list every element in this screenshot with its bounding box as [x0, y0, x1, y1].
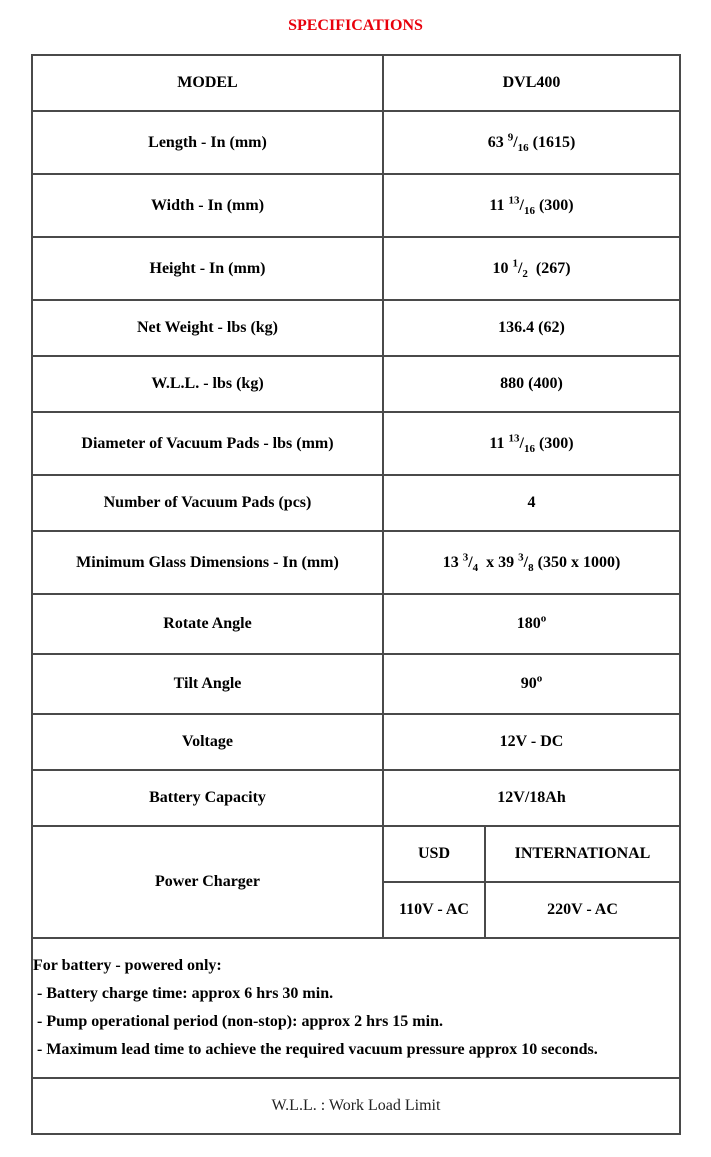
pad-count-label: Number of Vacuum Pads (pcs) — [32, 475, 383, 531]
table-row — [32, 300, 680, 356]
specifications-table — [31, 54, 681, 1135]
pad-diameter-label: Diameter of Vacuum Pads - lbs (mm) — [32, 412, 383, 475]
battery-capacity-value: 12V/18Ah — [383, 770, 680, 826]
table-row — [32, 412, 680, 475]
table-row — [32, 475, 680, 531]
battery-notes — [32, 938, 680, 1078]
table-row — [32, 356, 680, 412]
wll-definition: W.L.L. : Work Load Limit — [32, 1078, 680, 1134]
voltage-label: Voltage — [32, 714, 383, 770]
height-label: Height - In (mm) — [32, 237, 383, 300]
tilt-angle-label: Tilt Angle — [32, 654, 383, 714]
wll-value: 880 (400) — [383, 356, 680, 412]
notes-line: - Pump operational period (non-stop): approx 2 hrs 15 min. — [33, 1013, 443, 1030]
table-row — [32, 654, 680, 714]
min-glass-value: 13 $^3/_4$ x 39 $^3/_8$ (350 x 1000) — [383, 531, 680, 594]
length-label: Length - In (mm) — [32, 111, 383, 174]
table-row — [32, 531, 680, 594]
degree-symbol: o — [540, 612, 547, 625]
voltage-value: 12V - DC — [383, 714, 680, 770]
width-label: Width - In (mm) — [32, 174, 383, 237]
tilt-angle-value: 90$^o$ — [383, 654, 680, 714]
model-value: DVL400 — [383, 55, 680, 111]
table-row-model — [32, 55, 680, 111]
charger-international-header: INTERNATIONAL — [485, 826, 680, 882]
battery-capacity-label: Battery Capacity — [32, 770, 383, 826]
net-weight-label: Net Weight - lbs (kg) — [32, 300, 383, 356]
table-row-notes — [32, 938, 680, 1078]
degree-symbol: o — [536, 672, 543, 685]
table-row — [32, 714, 680, 770]
notes-line: - Battery charge time: approx 6 hrs 30 min. — [33, 985, 334, 1002]
model-label: MODEL — [32, 55, 383, 111]
net-weight-value: 136.4 (62) — [383, 300, 680, 356]
table-row — [32, 174, 680, 237]
table-row — [32, 594, 680, 654]
pad-count-value: 4 — [383, 475, 680, 531]
charger-international-value: 220V - AC — [485, 882, 680, 938]
pad-diameter-value: 11 $^{13}/_{16}$ (300) — [383, 412, 680, 475]
table-row — [32, 770, 680, 826]
wll-label: W.L.L. - lbs (kg) — [32, 356, 383, 412]
table-row — [32, 237, 680, 300]
rotate-angle-value: 180$^o$ — [383, 594, 680, 654]
length-value: 63 $^9/_{16}$ (1615) — [383, 111, 680, 174]
table-row-charger-header — [32, 826, 680, 882]
power-charger-label: Power Charger — [32, 826, 383, 938]
height-value: 10 $^1/_2$ (267) — [383, 237, 680, 300]
charger-usd-value: 110V - AC — [383, 882, 485, 938]
notes-heading: For battery - powered only: — [33, 957, 222, 974]
rotate-angle-label: Rotate Angle — [32, 594, 383, 654]
width-value: 11 $^{13}/_{16}$ (300) — [383, 174, 680, 237]
min-glass-label: Minimum Glass Dimensions - In (mm) — [32, 531, 383, 594]
page-title: SPECIFICATIONS — [288, 17, 423, 34]
table-row-footer — [32, 1078, 680, 1134]
charger-usd-header: USD — [383, 826, 485, 882]
notes-line: - Maximum lead time to achieve the required vacuum pressure approx 10 seconds. — [33, 1041, 598, 1058]
table-row — [32, 111, 680, 174]
